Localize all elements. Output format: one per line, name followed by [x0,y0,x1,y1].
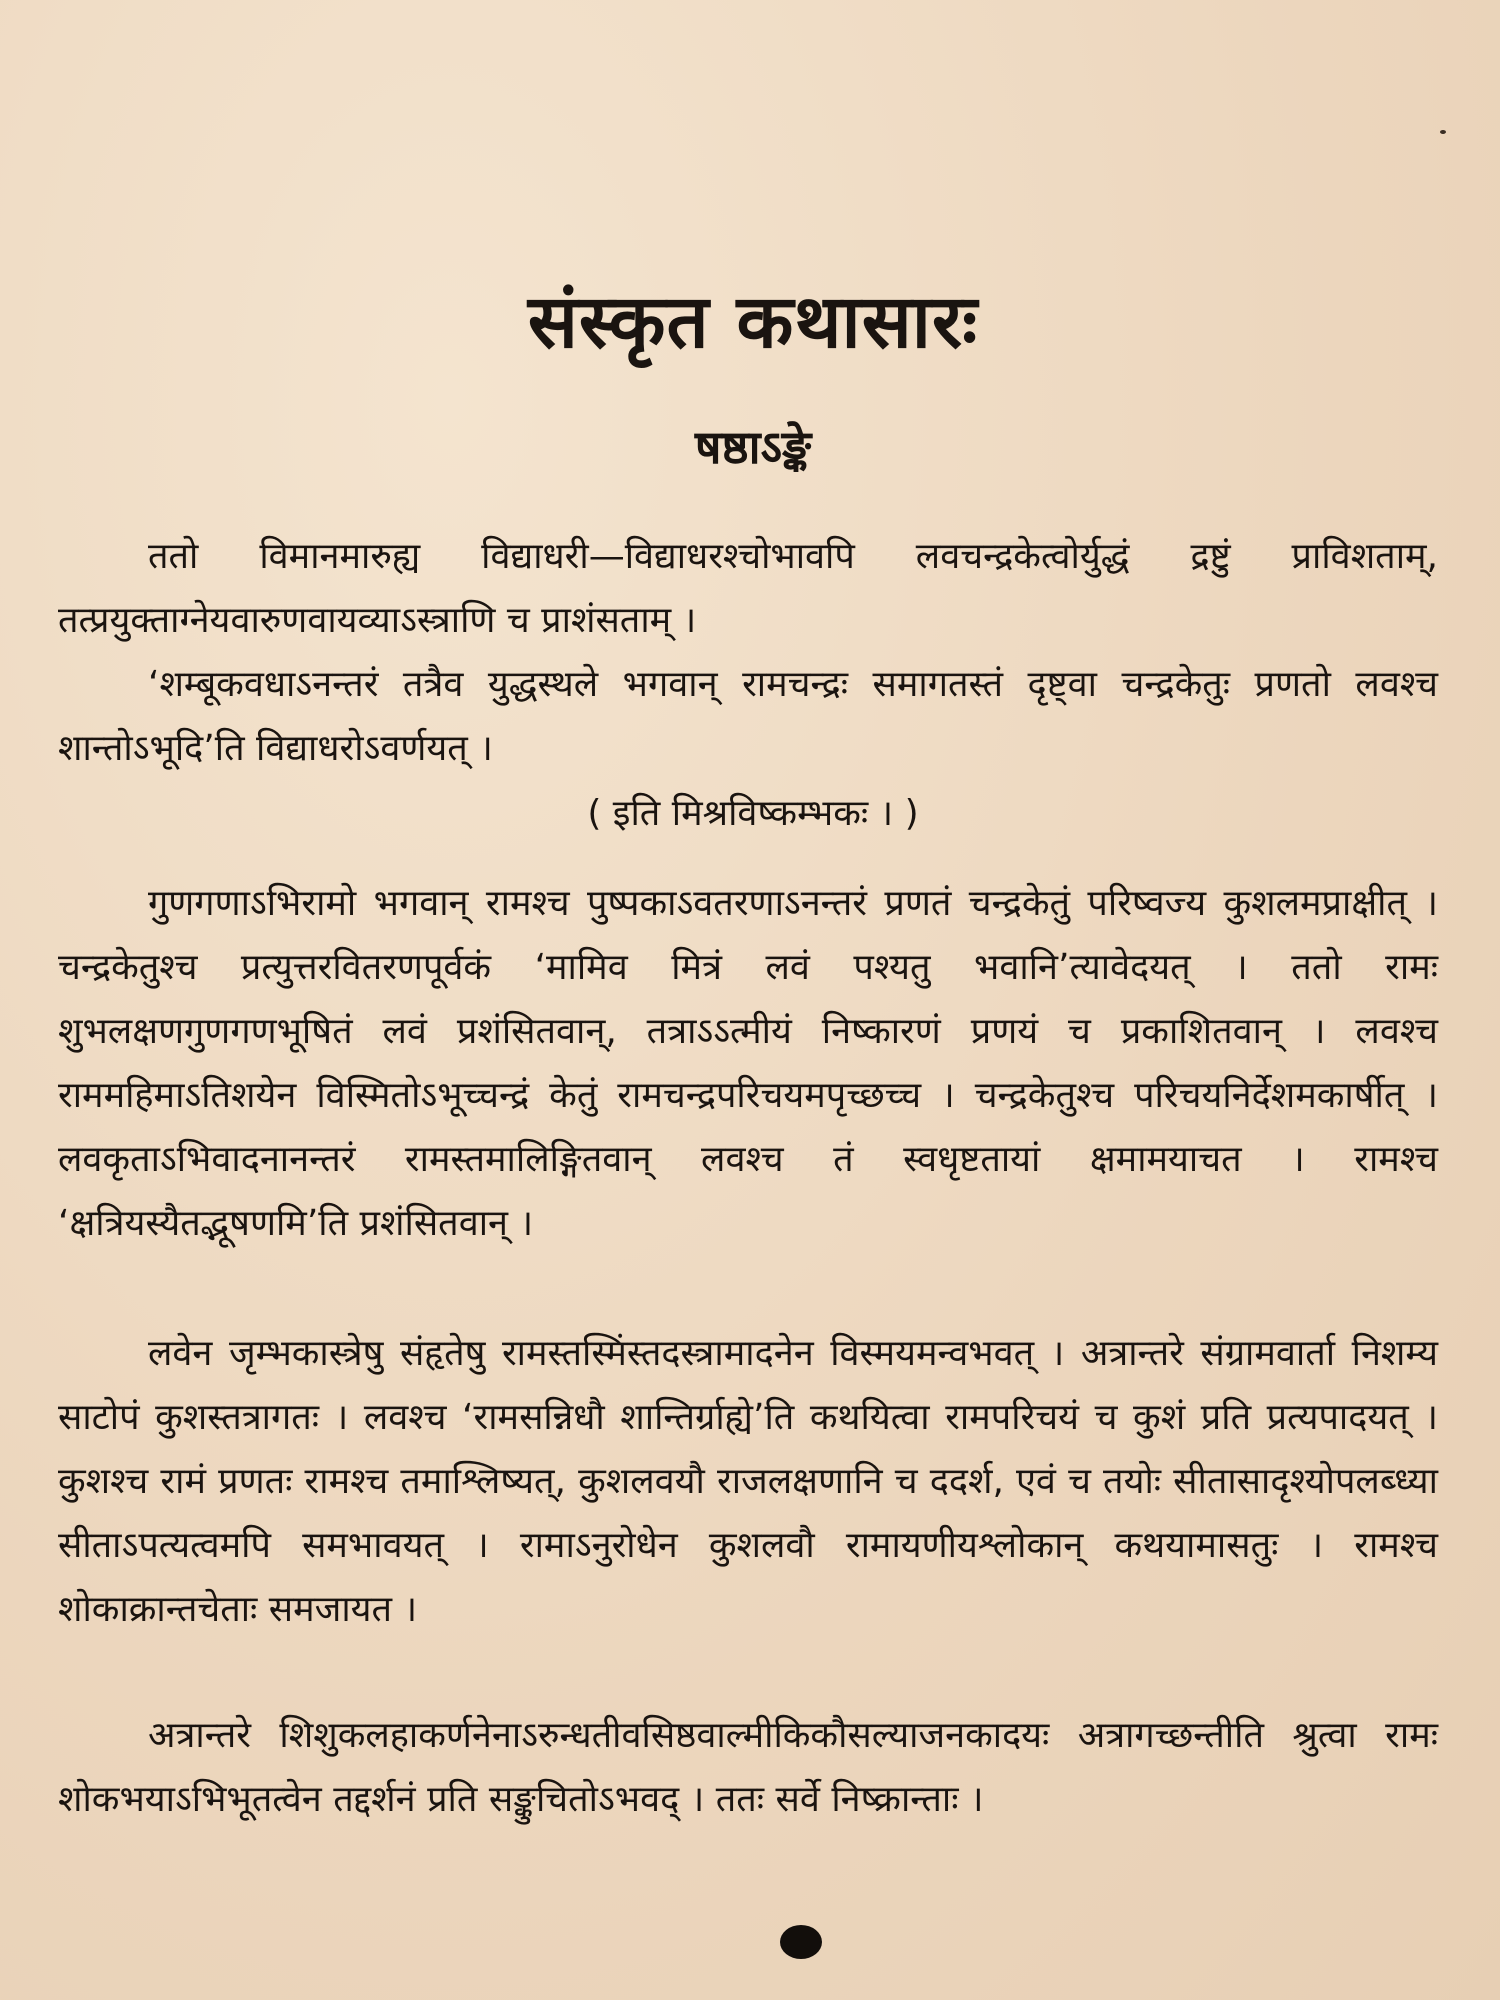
paragraph-text: गुणगणाऽभिरामो भगवान् रामश्च पुष्पकाऽवतरणाऽनन्तरं प्रणतं चन्द्रकेतुं परिष्वज्य कुशलमप्राक्षीत् । चन्द्रकेतुश्च प्रत्युत्तरवितरणपूर्वकं ‘मामिव मित्रं लवं पश्यतु भवानि’त्यावेदयत् । ततो रामः शुभलक्षणगुणगणभूषितं लवं प्रशंसितवान्, तत्राऽऽत्मीयं निष्कारणं प्रणयं च प्रकाशितवान् । लवश्च राममहिमाऽतिशयेन विस्मितोऽभूच्चन्द्रं केतुं रामचन्द्रपरिचयमपृच्छच्च । चन्द्रकेतुश्च परिचयनिर्देशमकार्षीत् । लवकृताऽभिवादनानन्तरं रामस्तमालिङ्गितवान् लवश्च तं स्वधृष्टतायां क्षमामयाचत । रामश्च ‘क्षत्रियस्यैतद्भूषणमि’ति प्रशंसितवान् । [58,883,1438,1244]
paragraph-4 [58,1322,1438,1642]
paragraph-text: अत्रान्तरे शिशुकलहाकर्णनेनाऽरुन्धतीवसिष्ठवाल्मीकिकौसल्याजनकादयः अत्रागच्छन्तीति श्रुत्वा रामः शोकभयाऽभिभूतत्वेन तद्दर्शनं प्रति सङ्कुचितोऽभवद् । ततः सर्वे निष्क्रान्ताः । [58,1715,1438,1820]
paragraph-5 [58,1704,1438,1832]
paragraph-text: ततो विमानमारुह्य विद्याधरी—विद्याधरश्चोभावपि लवचन्द्रकेत्वोर्युद्धं द्रष्टुं प्राविशताम्, तत्प्रयुक्ताग्नेयवारुणवायव्याऽस्त्राणि च प्राशंसताम् । [58,536,1438,641]
page [58,0,1448,2000]
paragraph-2 [58,653,1438,781]
page-title: संस्कृत कथासारः [527,279,979,365]
paragraph-text: ‘शम्बूकवधाऽनन्तरं तत्रैव युद्धस्थले भगवान् रामचन्द्रः समागतस्तं दृष्ट्वा चन्द्रकेतुः प्रणतो लवश्च शान्तोऽभूदि’ति विद्याधरोऽवर्णयत् । [58,664,1438,769]
paragraph-3 [58,872,1438,1256]
interlude-line: ( इति मिश्रविष्कम्भकः । ) [587,793,919,834]
act-heading: षष्ठाऽङ्के [694,420,812,474]
paper-speck-icon [1440,130,1446,134]
paragraph-text: लवेन जृम्भकास्त्रेषु संहृतेषु रामस्तस्मिंस्तदस्त्रामादनेन विस्मयमन्वभवत् । अत्रान्तरे संग्रामवार्ता निशम्य साटोपं कुशस्तत्रागतः । लवश्च ‘रामसन्निधौ शान्तिर्ग्राह्ये’ति कथयित्वा रामपरिचयं च कुशं प्रति प्रत्यपादयत् । कुशश्च रामं प्रणतः रामश्च तमाश्लिष्यत्, कुशलवयौ राजलक्षणानि च ददर्श, एवं च तयोः सीतासादृश्योपलब्ध्या सीताऽपत्यत्वमपि समभावयत् । रामाऽनुरोधेन कुशलवौ रामायणीयश्लोकान् कथयामासतुः । रामश्च शोकाक्रान्तचेताः समजायत । [58,1333,1438,1630]
paragraph-1 [58,525,1438,653]
page-end-dot-icon [780,1925,822,1959]
